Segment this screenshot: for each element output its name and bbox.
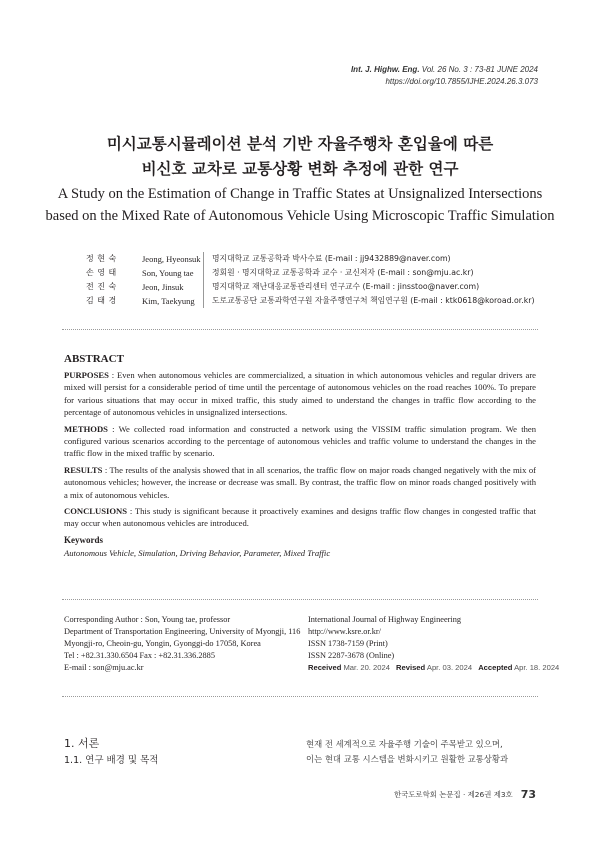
author-name-ko: 김 태 경 xyxy=(86,296,117,305)
author-divider xyxy=(203,252,204,308)
revised-label: Revised xyxy=(396,662,426,672)
body-text-line: 현재 전 세계적으로 자율주행 기술이 주목받고 있으며, xyxy=(306,739,503,749)
separator-line xyxy=(62,329,538,330)
purposes-text: : Even when autonomous vehicles are commercialized, a situation in which autonomous vehicles and regular drivers are mixed will persist for a considerable period of time until the percentage of autonomous vehicles on the road reaches 100%. To prepare for various situations that may occur in mixed traffic, this study aimed to understand the changes in traffic flow according to the percentage of autonomous vehicles in unsignalized intersections. xyxy=(64,370,536,418)
author-affiliation: 명지대학교 교통공학과 박사수료 (E-mail : jj9432889@naver.com) xyxy=(212,254,451,263)
abstract-section xyxy=(64,352,536,559)
conclusions-text: : This study is significant because it proactively examines and designs traffic flow changes in congested traffic that may occur when autonomous vehicles are introduced. xyxy=(64,506,536,529)
abstract-methods xyxy=(64,423,536,460)
separator-line xyxy=(62,599,538,600)
revised-date: Apr. 03. 2024 xyxy=(426,662,473,672)
results-text: : The results of the analysis showed that in all scenarios, the traffic flow on major roads changed negatively with the mix of autonomous vehicles; however, the increase or decrease was small. By contrast, the traffic flow on minor roads changed positively with a mix of autonomous vehicles. xyxy=(64,464,536,500)
methods-text: : We collected road information and constructed a network using the VISSIM traffic simulation program. We then configured various scenarios according to the percentage of autonomous vehicles and traffic volume to understand the changes in the traffic flow in the mixed traffic by scenario. xyxy=(64,423,536,459)
article-dates xyxy=(308,662,560,674)
purposes-label: PURPOSES xyxy=(64,370,109,380)
methods-label: METHODS xyxy=(64,423,108,434)
title-english-line: A Study on the Estimation of Change in Traffic States at Unsignalized Intersections xyxy=(57,186,543,202)
journal-name: Int. J. Highw. Eng. xyxy=(350,65,420,74)
author-name-en: Jeong, Hyeonsuk xyxy=(142,254,201,264)
title-english xyxy=(0,183,600,227)
author-name-ko: 전 진 숙 xyxy=(86,282,117,291)
abstract-purposes xyxy=(64,369,536,419)
separator-line xyxy=(62,696,538,697)
title-korean xyxy=(0,132,600,182)
correspondence-line: Corresponding Author : Son, Young tae, professor xyxy=(64,615,231,624)
journal-info-line: ISSN 1738-7159 (Print) xyxy=(308,638,388,648)
correspondence-line: Department of Transportation Engineering, University of Myongji, 116 xyxy=(64,626,301,636)
correspondence-block xyxy=(64,614,301,674)
title-korean-line: 비신호 교차로 교통상황 변화 추정에 관한 연구 xyxy=(141,160,459,178)
journal-info-line: ISSN 2287-3678 (Online) xyxy=(308,650,395,660)
page-footer xyxy=(394,788,536,802)
subsection-heading: 1.1. 연구 배경 및 목적 xyxy=(64,755,159,766)
conclusions-label: CONCLUSIONS xyxy=(64,506,128,517)
abstract-results xyxy=(64,464,536,501)
keywords-text: Autonomous Vehicle, Simulation, Driving Behavior, Parameter, Mixed Traffic xyxy=(64,547,331,558)
title-korean-line: 미시교통시뮬레이션 분석 기반 자율주행차 혼입율에 따른 xyxy=(106,135,494,153)
author-name-en: Son, Young tae xyxy=(142,268,194,278)
author-affiliation: 정회원 · 명지대학교 교통공학과 교수 · 교신저자 (E-mail : son@mju.ac.kr) xyxy=(212,268,474,277)
accepted-date: Apr. 18. 2024 xyxy=(514,662,560,672)
journal-info-block xyxy=(308,614,560,674)
abstract-conclusions xyxy=(64,505,536,530)
author-name-ko: 정 현 숙 xyxy=(86,254,117,263)
journal-info-line: International Journal of Highway Engineering xyxy=(308,615,461,624)
author-name-en: Jeon, Jinsuk xyxy=(142,282,184,292)
section-heading: 1. 서론 xyxy=(64,737,100,750)
keywords-heading: Keywords xyxy=(64,534,103,545)
author-affiliation: 도로교통공단 교통과학연구원 자율주행연구처 책임연구원 (E-mail : ktk0618@koroad.or.kr) xyxy=(212,296,535,305)
footer-journal-text: 한국도로학회 논문집 · 제26권 제3호 xyxy=(394,790,513,799)
journal-url[interactable]: http://www.ksre.or.kr/ xyxy=(308,626,381,636)
journal-reference xyxy=(351,64,538,88)
journal-doi[interactable]: https://doi.org/10.7855/IJHE.2024.26.3.073 xyxy=(385,77,538,86)
body-text-line: 이는 현대 교통 시스템을 변화시키고 원활한 교통상황과 xyxy=(306,754,509,764)
author-name-en: Kim, Taekyung xyxy=(142,296,195,306)
received-date: Mar. 20. 2024 xyxy=(343,662,390,672)
journal-volume: Vol. 26 No. 3 : 73-81 JUNE 2024 xyxy=(421,65,538,74)
title-english-line: based on the Mixed Rate of Autonomous Vehicle Using Microscopic Traffic Simulation xyxy=(45,208,555,224)
correspondence-line: Tel : +82.31.330.6504 Fax : +82.31.336.2885 xyxy=(64,650,215,660)
abstract-heading: ABSTRACT xyxy=(64,353,124,365)
received-label: Received xyxy=(308,662,342,672)
accepted-label: Accepted xyxy=(478,662,513,672)
author-name-ko: 손 영 태 xyxy=(86,268,117,277)
correspondence-line: Myongji-ro, Cheoin-gu, Yongin, Gyonggi-do 17058, Korea xyxy=(64,638,261,648)
correspondence-email: E-mail : son@mju.ac.kr xyxy=(64,662,144,672)
author-affiliation: 명지대학교 재난대응교통관리센터 연구교수 (E-mail : jinsstoo@naver.com) xyxy=(212,282,480,291)
page-number: 73 xyxy=(520,788,536,801)
results-label: RESULTS xyxy=(64,464,103,475)
